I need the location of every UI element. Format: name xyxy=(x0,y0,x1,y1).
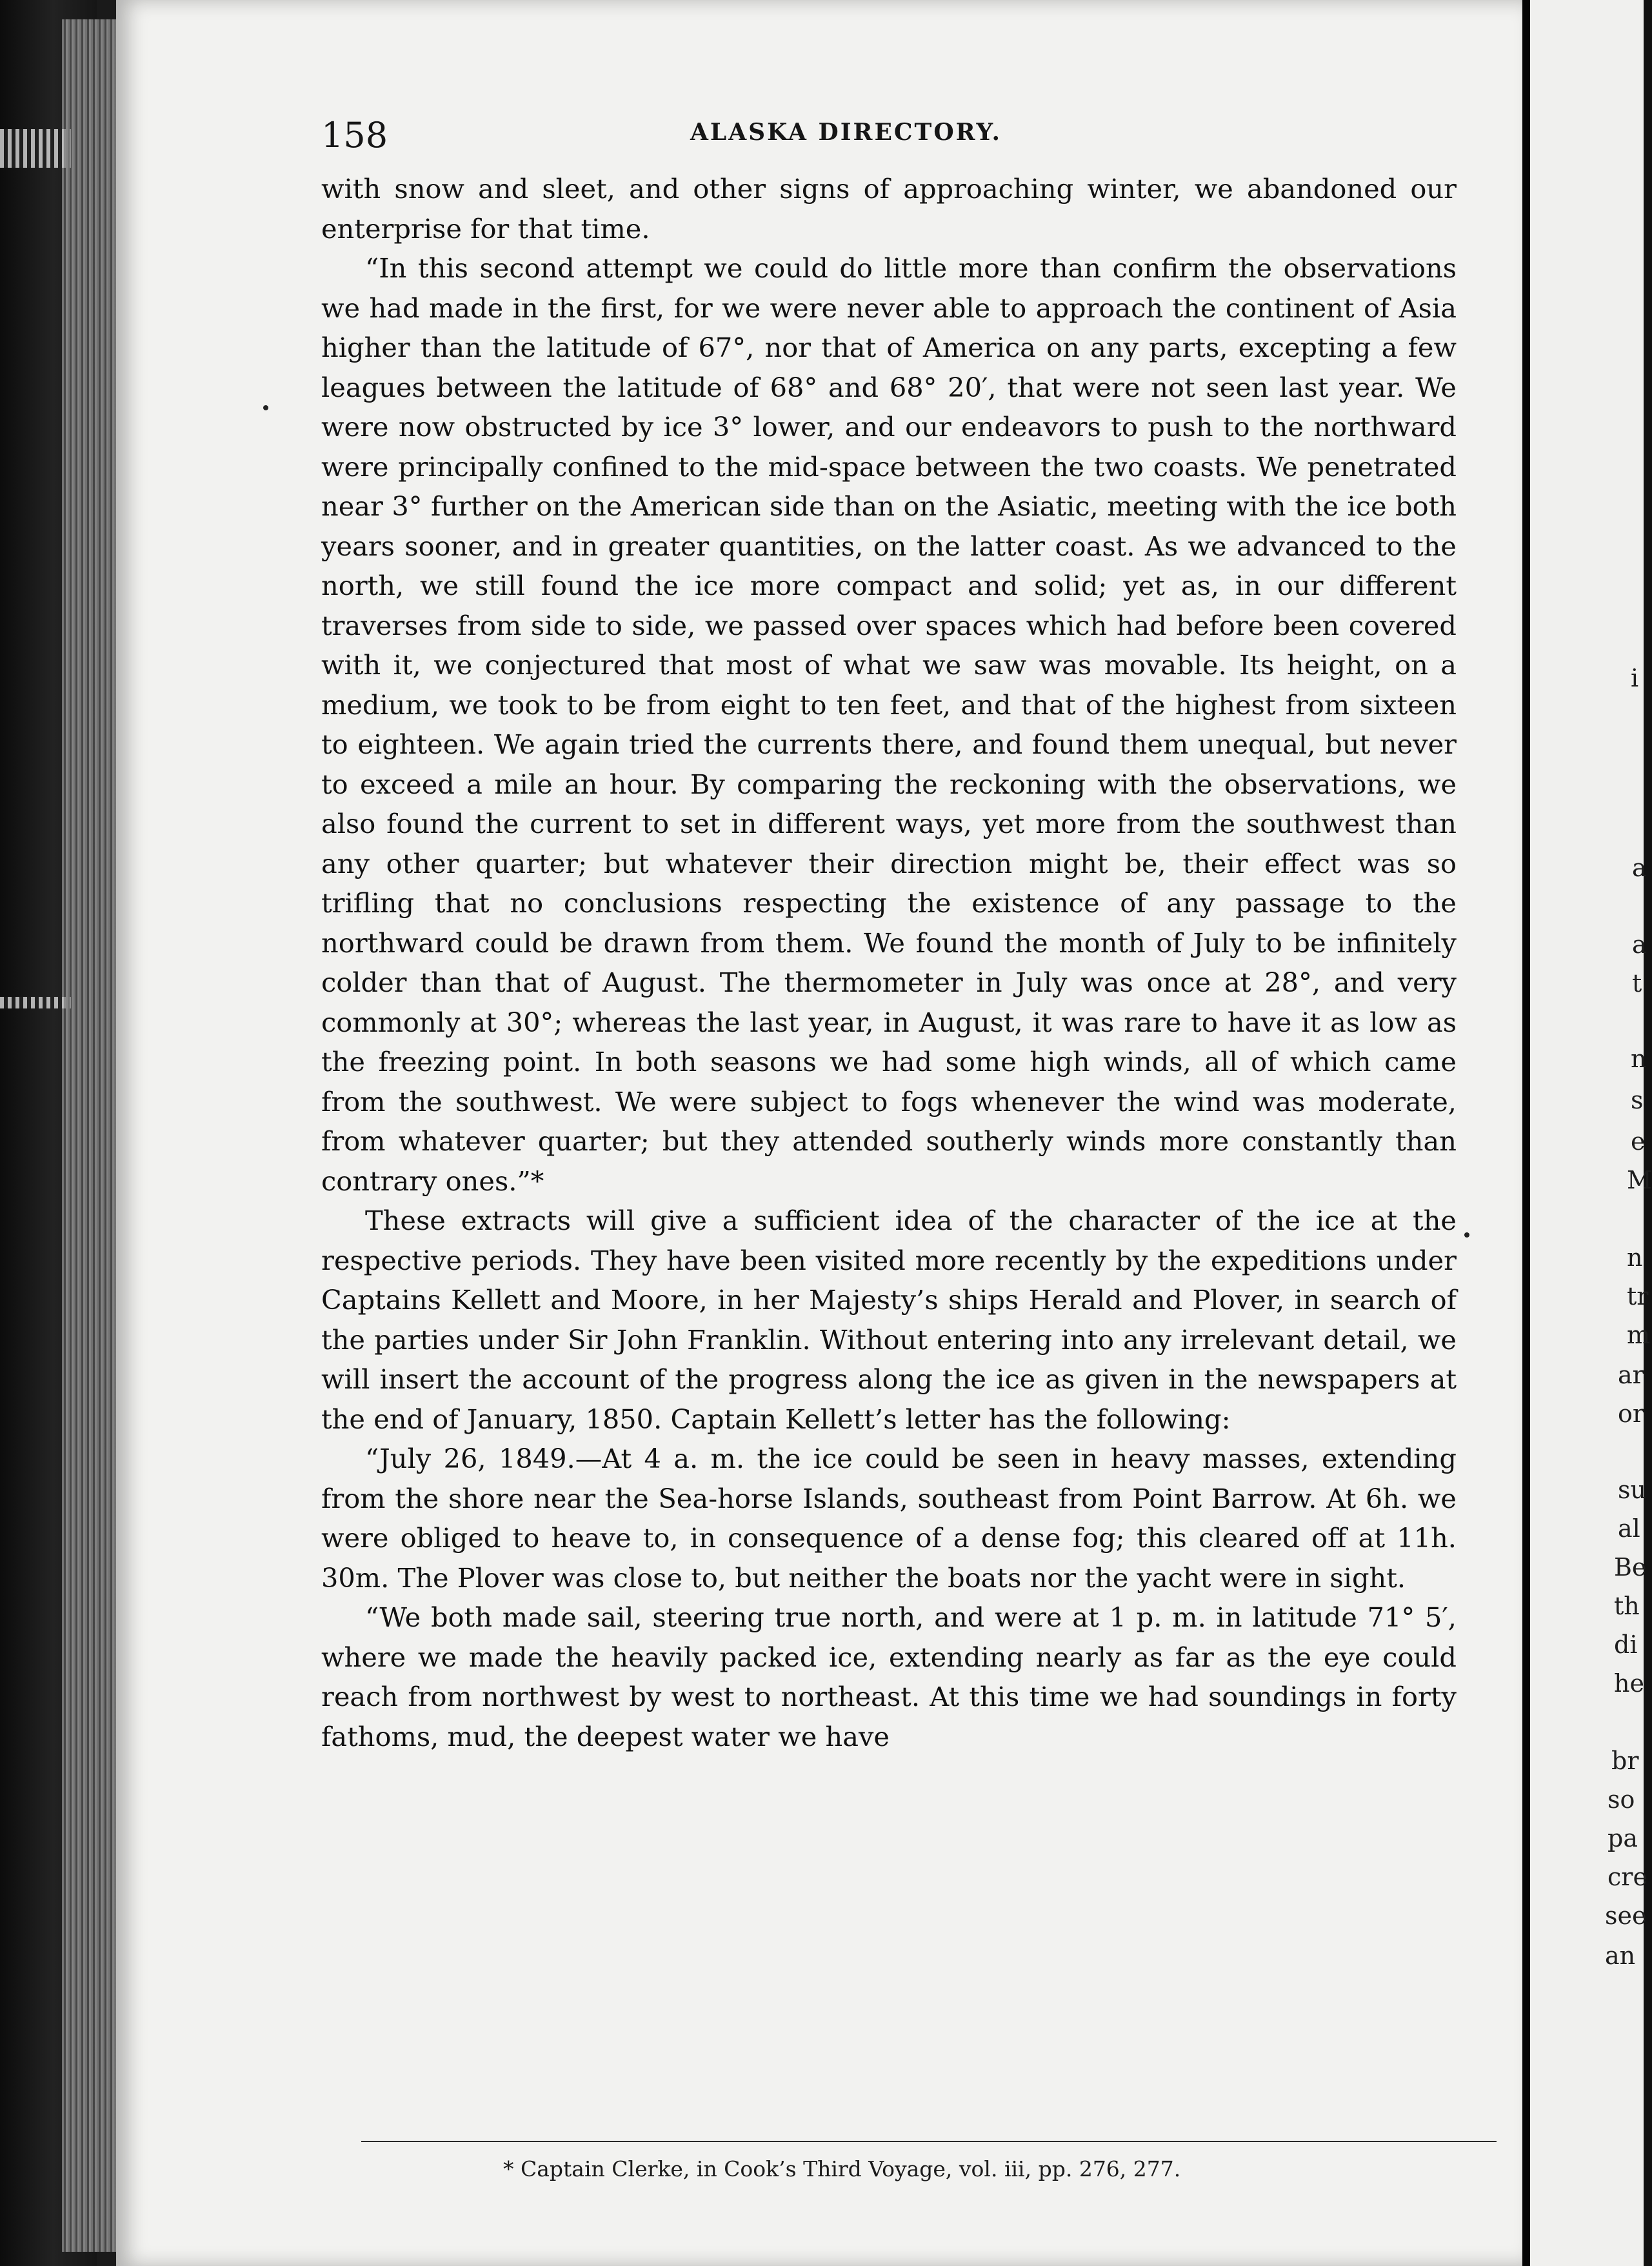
facing-page-fragment: an xyxy=(1605,1941,1636,1970)
paragraph: These extracts will give a sufficient idea of the character of the ice at the respective periods. They have been visited more recently by the expeditions under Captains Kellett and Moore, in her Majesty’s ships Herald and Plover, in search of the parties under Sir John Franklin. Without entering into any irrelevant detail, we will insert the account of the progress along the ice as given in the newspapers at the end of January, 1850. Captain Kellett’s letter has the following: xyxy=(321,1205,1457,1435)
facing-page-fragment: di xyxy=(1614,1630,1638,1659)
book-page xyxy=(116,0,1522,2266)
speck xyxy=(263,405,268,410)
binding-mark xyxy=(0,129,71,168)
running-head: ALASKA DIRECTORY. xyxy=(690,119,1002,146)
facing-page-fragment: ar xyxy=(1618,1361,1644,1389)
speck xyxy=(1464,1232,1469,1238)
facing-page-fragment: tr xyxy=(1627,1282,1649,1310)
facing-page-fragment: m xyxy=(1627,1321,1651,1349)
page-number: 158 xyxy=(321,115,388,155)
facing-page-fragment: br xyxy=(1611,1747,1639,1775)
facing-page-edge xyxy=(1530,0,1652,2266)
facing-page-fragment: a xyxy=(1632,930,1647,959)
facing-page-fragment: Be xyxy=(1614,1553,1647,1581)
facing-page-fragment: he xyxy=(1614,1669,1644,1698)
facing-page-fragment: n xyxy=(1631,1045,1647,1073)
facing-page-fragment: pa xyxy=(1607,1824,1638,1852)
footnote-rule xyxy=(361,2141,1497,2142)
facing-page-fragment: so xyxy=(1607,1785,1635,1814)
page-gutter xyxy=(1522,0,1530,2266)
facing-page-fragment: M xyxy=(1627,1166,1652,1194)
facing-page-fragment: su xyxy=(1618,1476,1646,1504)
facing-page-fragment: s xyxy=(1631,1086,1644,1114)
facing-page-fragment: t xyxy=(1632,969,1642,998)
paragraph: with snow and sleet, and other signs of approaching winter, we abandoned our enterprise for that time. xyxy=(321,173,1457,245)
paragraph: “July 26, 1849.—At 4 a. m. the ice could be seen in heavy masses, extending from the shore near the Sea-horse Islands, southeast from Point Barrow. At 6h. we were obliged to heave to, in consequence of a dense fog; this cleared off at 11h. 30m. The Plover was close to, but neither the boats nor the yacht were in sight. xyxy=(321,1443,1457,1594)
facing-page-fragment: cre xyxy=(1607,1863,1647,1891)
paragraph: “We both made sail, steering true north, and were at 1 p. m. in latitude 71° 5′, where we made the heavily packed ice, extending nearly as far as the eye could reach from northwest by west to northeast. At this time we had soundings in forty fathoms, mud, the deepest water we have xyxy=(321,1601,1457,1752)
facing-page-fragment: n xyxy=(1627,1243,1643,1272)
page-header xyxy=(116,115,1522,154)
facing-page-fragment: th xyxy=(1614,1592,1640,1620)
facing-page-fragment: or xyxy=(1618,1399,1645,1428)
paragraph: “In this second attempt we could do little more than confirm the observations we had made in the first, for we were never able to approach the continent of Asia higher than the latitude of 67°, nor that of America on any parts, excepting a few leagues between the latitude of 68° and 68° 20′, that were not seen last year. We were now obstructed by ice 3° lower, and our endeavors to push to the northward were principally confined to the mid-space between the two coasts. We penetrated near 3° further on the American side than on the Asiatic, meeting with the ice both years sooner, and in greater quantities, on the latter coast. As we advanced to the north, we still found the ice more compact and solid; yet as, in our different traverses from side to side, we passed over spaces which had before been covered with it, we conjectured that most of what we saw was movable. Its height, on a medium, we took to be from eight to ten feet, and that of the highest from sixteen to eighteen. We again tried the currents there, and found them unequal, but never to exceed a mile an hour. By comparing the reckoning with the observations, we also found the current to set in different ways, yet more from the southwest than any other quarter; but whatever their direction might be, their effect was so trifling that no conclusions respecting the existence of any passage to the northward could be drawn from them. We found the month of July to be infinitely colder than that of August. The thermometer in July was once at 28°, and very commonly at 30°; whereas the last year, in August, it was rare to have it as low as the freezing point. In both seasons we had some high winds, all of which came from the southwest. We were subject to fogs whenever the wind was moderate, from whatever quarter; but they attended southerly winds more constantly than contrary ones.”* xyxy=(321,252,1457,1197)
binding-mark xyxy=(0,997,71,1008)
footnote: * Captain Clerke, in Cook’s Third Voyage, vol. iii, pp. 276, 277. xyxy=(503,2156,1181,2181)
facing-page-fragment: e xyxy=(1631,1127,1646,1156)
body-text xyxy=(321,169,1457,1756)
facing-page-fragment: i xyxy=(1631,664,1639,692)
facing-page-fragment: a xyxy=(1632,854,1647,882)
facing-page-fragment: see xyxy=(1605,1901,1647,1930)
facing-page-fragment: al xyxy=(1618,1514,1640,1543)
